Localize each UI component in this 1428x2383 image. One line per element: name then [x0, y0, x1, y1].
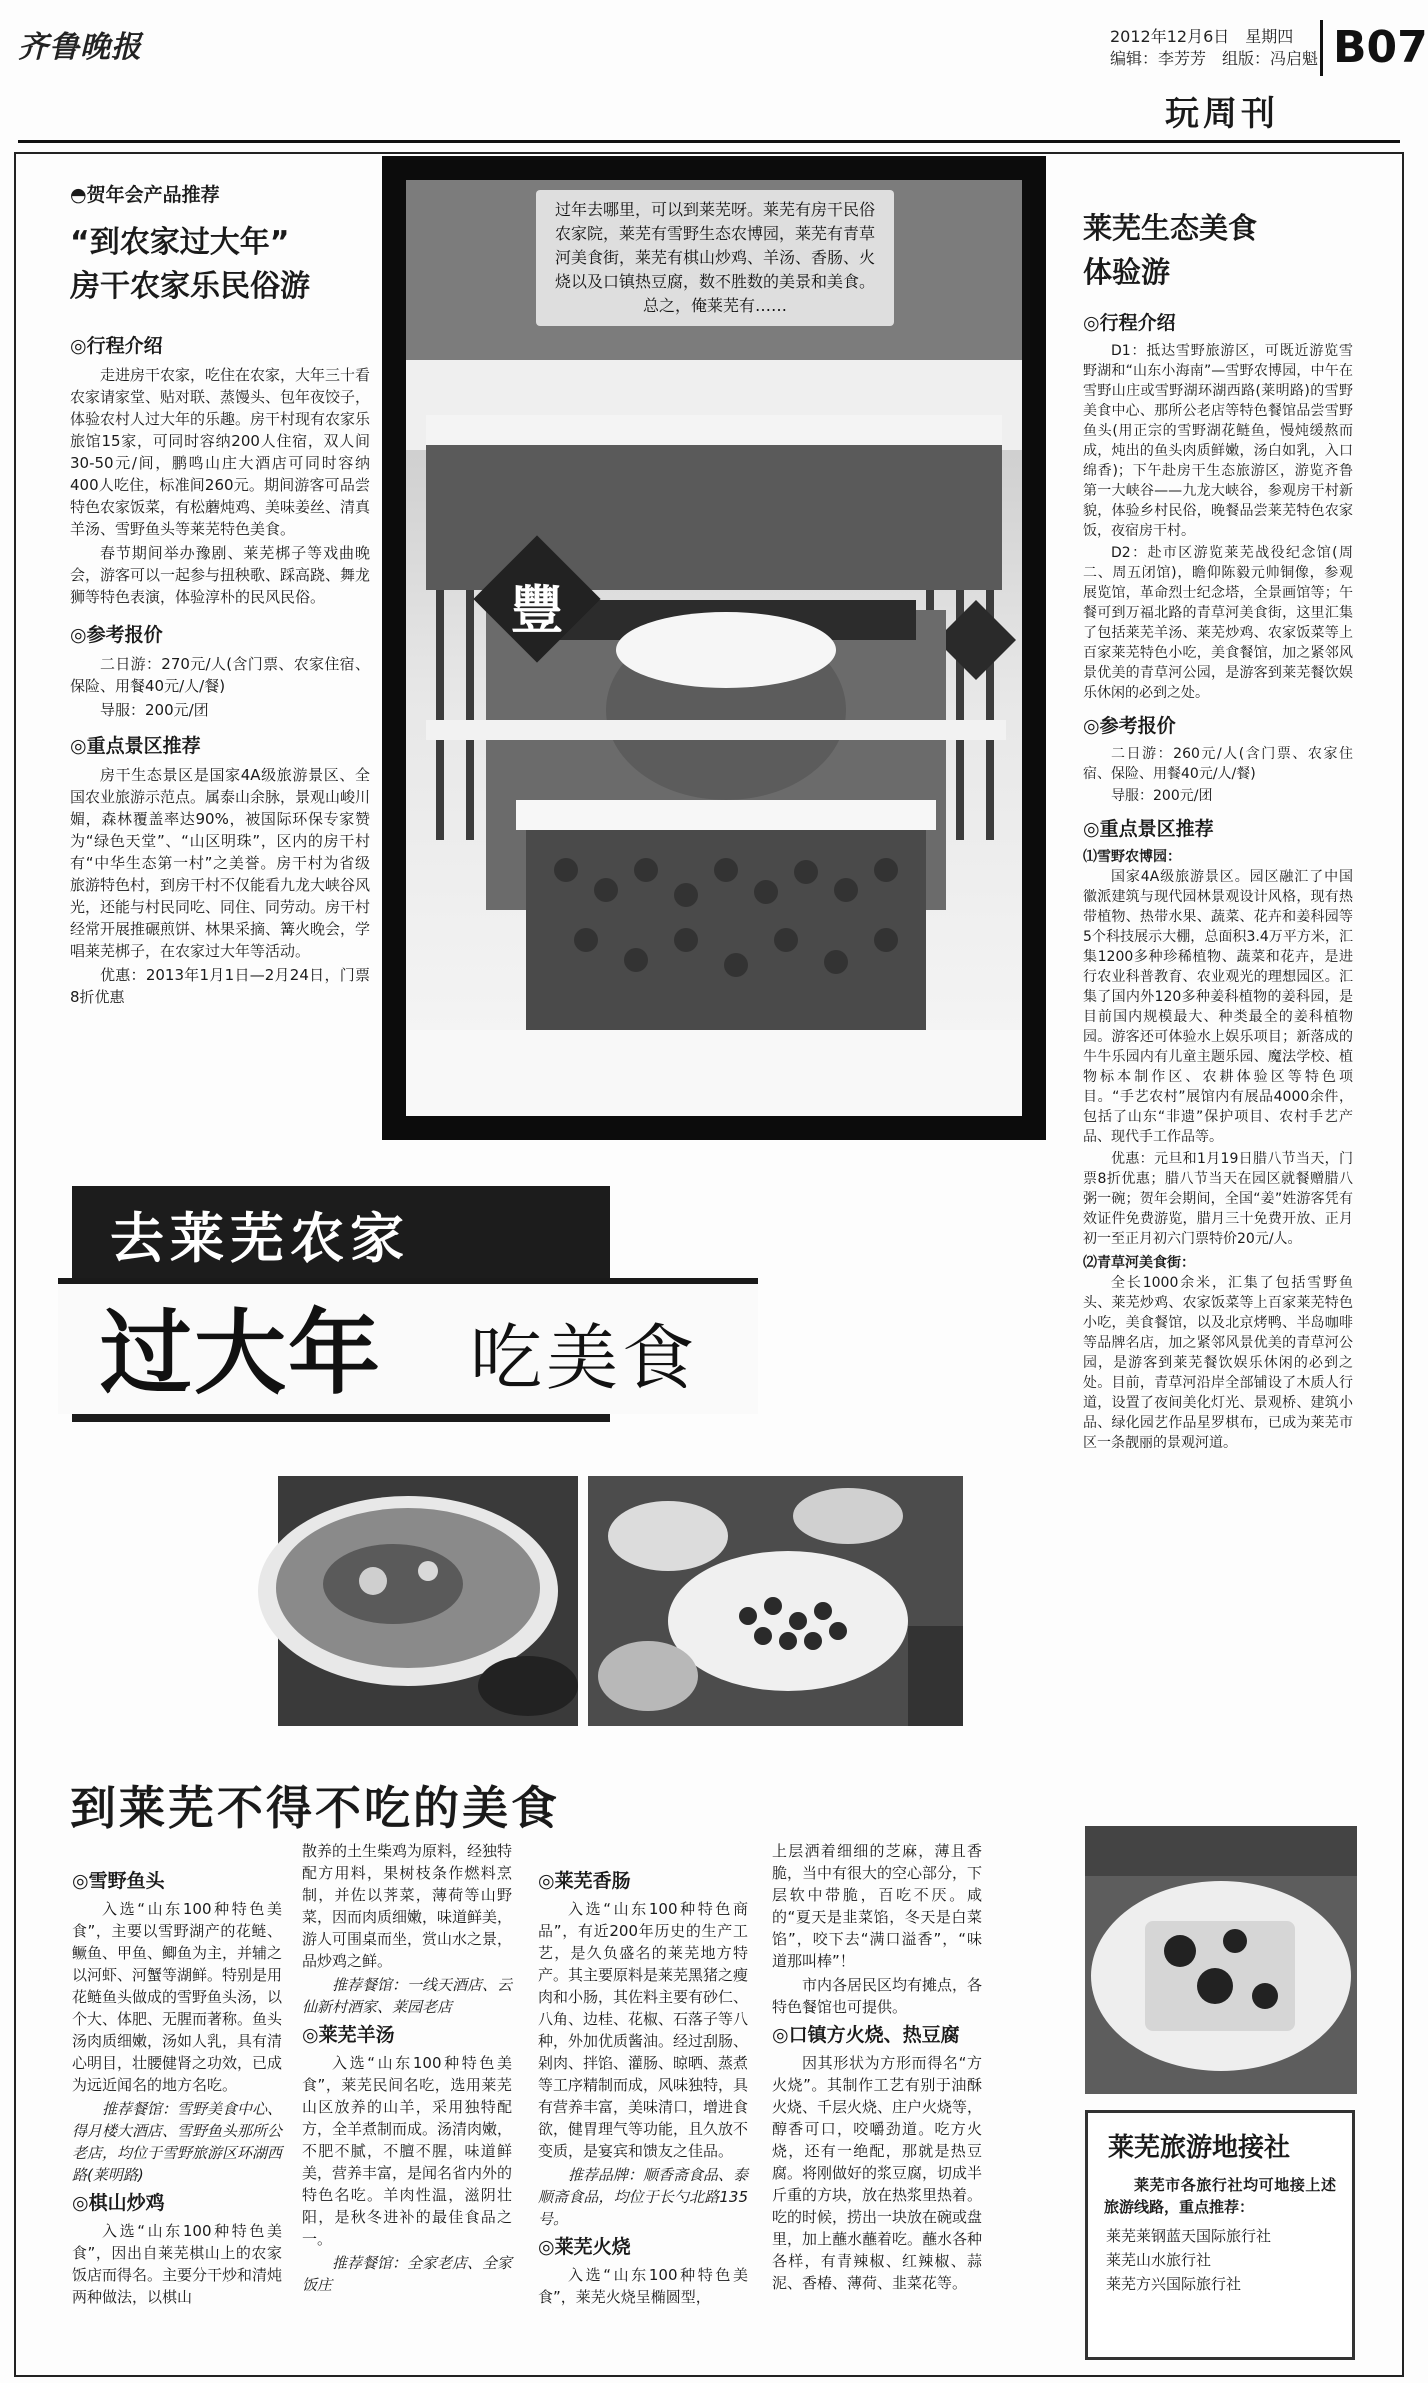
sausage-table-image	[588, 1476, 963, 1726]
agency-intro: 莱芜市各旅行社均可地接上述旅游线路，重点推荐：	[1104, 2176, 1336, 2216]
masthead-logo: 齐鲁晚报	[18, 30, 142, 65]
right-headline-2: 体验游	[1083, 255, 1171, 289]
left-headline-2: 房干农家乐民俗游	[70, 269, 310, 304]
hat-icon: ◓	[70, 184, 87, 206]
left-scenic-tag: ◎重点景区推荐	[70, 735, 201, 757]
right-scenic-text: ⑴雪野农博园： 国家4A级旅游景区。园区融汇了中国徽派建筑与现代园林景观设计风格，现有热带植物、热带水果、蔬菜、花卉和姜科园等5个科技展示大棚，总面积3.4万平方米，汇集1200多种珍稀植物、蔬菜和花卉，是进行农业科普教育、农业观光的理想园区。汇集了国内外120多种姜科植物的姜科园，是目前国内规模最大、种类最全的姜科植物园。游客还可体验水上娱乐项目；新落成的牛牛乐园内有儿童主题乐园、魔法学校、植物标本制作区、农耕体验区等特色项目。“手艺农村”展馆内有展品4000余件，包括了山东“非遗”保护项目、农村手艺产品、现代手工作品等。 优惠：元旦和1月19日腊八节当天，门票8折优惠；腊八节当天在园区就餐赠腊八粥一碗；贺年会期间，全国“姜”姓游客凭有效证件免费游览，腊月三十免费开放、正月初一至正月初六门票特价20元/人。 ⑵青草河美食街： 全长1000余米，汇集了包括雪野鱼头、莱芜炒鸡、农家饭菜等上百家莱芜特色小吃，美食餐馆，以及北京烤鸭、半岛咖啡等品牌名店，加之紧邻风景优美的青草河公园，是游客到莱芜餐饮娱乐休闲的必到之处。目前，青草河沿岸全部铺设了木质人行道，设置了夜间美化灯光、景观桥、建筑小品、绿化园艺作品星罗棋布，已成为莱芜市区一条靓丽的景观河道。	[1083, 849, 1353, 1451]
page-number: B07	[1320, 20, 1428, 76]
left-scenic-text: 房干生态景区是国家4A级旅游景区、全国农业旅游示范点。属泰山余脉，景观山峻川媚，森林覆盖率达90%，被国际环保专家赞为“绿色天堂”、“山区明珠”，区内的房干村有“中华生态第一村”之美誉。房干村为省级旅游特色村，到房干村不仅能看九龙大峡谷风光，还能与村民同吃、同住、同劳动。房干村经常开展推碾煎饼、林果采摘、篝火晚会，学唱莱芜梆子，在农家过大年等活动。 优惠：2013年1月1日—2月24日，门票8折优惠	[70, 766, 371, 1006]
left-price-text: 二日游：270元/人(含门票、农家住宿、保险、用餐40元/人/餐) 导服：200元/团	[70, 655, 370, 719]
agency-item: 莱芜莱钢蓝天国际旅行社	[1106, 2227, 1272, 2245]
fish-head-tag: ◎雪野鱼头	[72, 1870, 165, 1892]
food-col-2: 散养的土生柴鸡为原料，经独特配方用料，果树枝条作燃料烹制，并佐以荠菜，薄荷等山野菜，因而肉质细嫩，味道鲜美，游人可围桌而坐，赏山水之景，品炒鸡之鲜。 推荐餐馆：一线天酒店、云仙新村酒家、莱园老店 ◎莱芜羊汤 入选“山东100种特色美食”，莱芜民间名吃，选用莱芜山区放养的山羊，采用独特配方，全羊煮制而成。汤清肉嫩，不肥不腻，不膻不腥，味道鲜美，营养丰富，是闻名省内外的特色名吃。羊肉性温，滋阴壮阳，是秋冬进补的最佳食品之一。 推荐餐馆：全家老店、全家饭庄	[302, 1842, 513, 2294]
food-col-1: ◎雪野鱼头 入选“山东100种特色美食”，主要以雪野湖产的花鲢、鳜鱼、甲鱼、鲫鱼为主，并辅之以河虾、河蟹等湖鲜。特别是用花鲢鱼头做成的雪野鱼头汤，以个大、体肥、无腥而著称。鱼头汤肉质细嫩，汤如人乳，具有清心明目，壮腰健肾之功效，已成为远近闻名的地方名吃。 推荐餐馆：雪野美食中心、得月楼大酒店、雪野鱼头那所公老店，均位于雪野旅游区环湖西路(莱明路) ◎棋山炒鸡 入选“山东100种特色美食”，因出自莱芜棋山上的农家饭店而得名。主要分干炒和清炖两种做法，以棋山	[72, 1870, 283, 2306]
laiwu-huoshao-tag: ◎莱芜火烧	[538, 2236, 631, 2258]
kicker: ◓贺年会产品推荐	[70, 184, 220, 206]
lamb-recommend: 推荐餐馆：全家老店、全家饭庄	[302, 2254, 513, 2294]
title-line-2-bold: 过大年	[100, 1300, 383, 1407]
right-itinerary-tag: ◎行程介绍	[1083, 312, 1176, 334]
scenic-1-title: ⑴雪野农博园：	[1083, 849, 1181, 865]
header-meta	[1110, 26, 1318, 70]
food-col-4: 上层洒着细细的芝麻，薄且香脆，当中有很大的空心部分，下层软中带脆，百吃不厌。咸的“夏天是韭菜馅，冬天是白菜馅”，咬下去“满口溢香”，“味道那叫棒”！ 市内各居民区均有摊点，各特色餐馆也可提供。 ◎口镇方火烧、热豆腐 因其形状为方形而得名“方火烧”。其制作工艺有别于油酥火烧、千层火烧、庄户火烧等，醇香可口，咬嚼劲道。吃方火烧，还有一绝配，那就是热豆腐。将刚做好的浆豆腐，切成半斤重的方块，放在热浆里热着。吃的时候，捞出一块放在碗或盘里，加上蘸水蘸着吃。蘸水各种各样，有青辣椒、红辣椒、蒜泥、香椿、薄荷、韭菜花等。	[772, 1842, 983, 2292]
food-section-title: 到莱芜不得不吃的美食	[70, 1781, 560, 1835]
title-line-2-light: 吃美食	[470, 1316, 699, 1400]
food-photo-fish-soup	[278, 1476, 578, 1726]
right-price-tag: ◎参考报价	[1083, 715, 1176, 737]
food-col-3: ◎莱芜香肠 入选“山东100种特色商品”，有近200年历史的生产工艺，是久负盛名的莱芜地方特产。其主要原料是莱芜黑猪之瘦肉和小肠，其佐料主要有砂仁、八角、边桂、花椒、石落子等八种，外加优质酱油。经过刮肠、剁肉、拌馅、灌肠、晾晒、蒸煮等工序精制而成，风味独特，具有营养丰富，美味清口，增进食欲，健胃理气等功能，且久放不变质，是宴宾和馈友之佳品。 推荐品牌：顺香斋食品、泰顺斋食品，均位于长勺北路135号。 ◎莱芜火烧 入选“山东100种特色美食”，莱芜火烧呈椭圆型，	[538, 1870, 749, 2306]
right-scenic-tag: ◎重点景区推荐	[1083, 818, 1214, 840]
left-headline-1: “到农家过大年”	[70, 225, 290, 260]
sausage-tag: ◎莱芜香肠	[538, 1870, 631, 1892]
qishan-chicken-tag: ◎棋山炒鸡	[72, 2192, 165, 2214]
agency-box-title: 莱芜旅游地接社	[1108, 2133, 1291, 2163]
hero-photo-frame	[382, 156, 1046, 1140]
food-photo-tofu	[1085, 1826, 1357, 2094]
right-price-text: 二日游：260元/人(含门票、农家住宿、保险、用餐40元/人/餐) 导服：200元/团	[1083, 746, 1353, 804]
left-itinerary-tag: ◎行程介绍	[70, 335, 163, 357]
left-column	[70, 180, 370, 1010]
agency-box	[1085, 2110, 1355, 2360]
spring-sign-text: 豐	[510, 581, 563, 641]
title-line-1: 去莱芜农家	[110, 1207, 410, 1270]
agency-list	[1106, 2224, 1352, 2296]
sausage-recommend: 推荐品牌：顺香斋食品、泰顺斋食品，均位于长勺北路135号。	[538, 2166, 749, 2228]
editors: 编辑：李芳芳 组版：冯启魁	[1110, 49, 1319, 68]
right-itinerary-text: D1：抵达雪野旅游区，可既近游览雪野湖和“山东小海南”—雪野农博园，中午在雪野山庄或雪野湖环湖西路(莱明路)的雪野美食中心、那所公老店等特色餐馆品尝雪野鱼头(用正宗的雪野湖花鲢鱼，慢炖缓熬而成，炖出的鱼头肉质鲜嫩，汤白如乳，入口绵香)；下午赴房干生态旅游区，游览齐鲁第一大峡谷——九龙大峡谷，参观房干村新貌，体验乡村民俗，晚餐品尝莱芜特色农家饭，夜宿房干村。 D2：赴市区游览莱芜战役纪念馆(周二、周五闭馆)，瞻仰陈毅元帅铜像，参观展览馆，革命烈士纪念塔，全景画馆等；午餐可到万福北路的青草河美食街，这里汇集了包括莱芜羊汤、莱芜炒鸡、农家饭菜等上百家莱芜特色小吃，美食餐馆，加之紧邻风景优美的青草河公园，是游客到莱芜餐饮娱乐休闲的必到之处。	[1083, 343, 1353, 701]
right-column	[1083, 206, 1353, 1455]
chicken-recommend: 推荐餐馆：一线天酒店、云仙新村酒家、莱园老店	[302, 1976, 513, 2016]
right-headline-1: 莱芜生态美食	[1083, 211, 1258, 245]
lamb-soup-tag: ◎莱芜羊汤	[302, 2024, 395, 2046]
square-huoshao-tag: ◎口镇方火烧、热豆腐	[772, 2024, 960, 2046]
issue-date: 2012年12月6日 星期四	[1110, 27, 1294, 46]
agency-item: 莱芜山水旅行社	[1106, 2251, 1212, 2269]
left-price-tag: ◎参考报价	[70, 624, 163, 646]
header-rule	[18, 140, 1400, 143]
tofu-image	[1085, 1826, 1357, 2094]
scenic-2-title: ⑵青草河美食街：	[1083, 1255, 1195, 1271]
section-name: 玩周刊	[1165, 94, 1279, 134]
agency-item: 莱芜方兴国际旅行社	[1106, 2275, 1242, 2293]
fish-soup-image	[278, 1476, 578, 1726]
left-itinerary-text: 走进房干农家，吃住在农家，大年三十看农家请家堂、贴对联、蒸馒头、包年夜饺子，体验农村人过大年的乐趣。房干村现有农家乐旅馆15家，可同时容纳200人住宿，双人间30-50元/间，鹏鸣山庄大酒店可同时容纳400人吃住，标准间260元。期间游客可品尝特色农家饭菜，有松蘑炖鸡、美味姜丝、清真羊汤、雪野鱼头等莱芜特色美食。 春节期间举办豫剧、莱芜梆子等戏曲晚会，游客可以一起参与扭秧歌、踩高跷、舞龙狮等特色表演，体验淳朴的民风民俗。	[70, 366, 371, 606]
hero-caption: 过年去哪里，可以到莱芜呀。莱芜有房干民俗农家院，莱芜有雪野生态农博园，莱芜有青草河美食街，莱芜有棋山炒鸡、羊汤、香肠、火烧以及口镇热豆腐，数不胜数的美景和美食。总之，俺莱芜有……	[536, 190, 894, 326]
food-photo-sausage-table	[588, 1476, 963, 1726]
fish-head-recommend: 推荐餐馆：雪野美食中心、得月楼大酒店、雪野鱼头那所公老店，均位于雪野旅游区环湖西路(莱明路)	[72, 2100, 283, 2184]
hero-photo	[406, 180, 1022, 1116]
